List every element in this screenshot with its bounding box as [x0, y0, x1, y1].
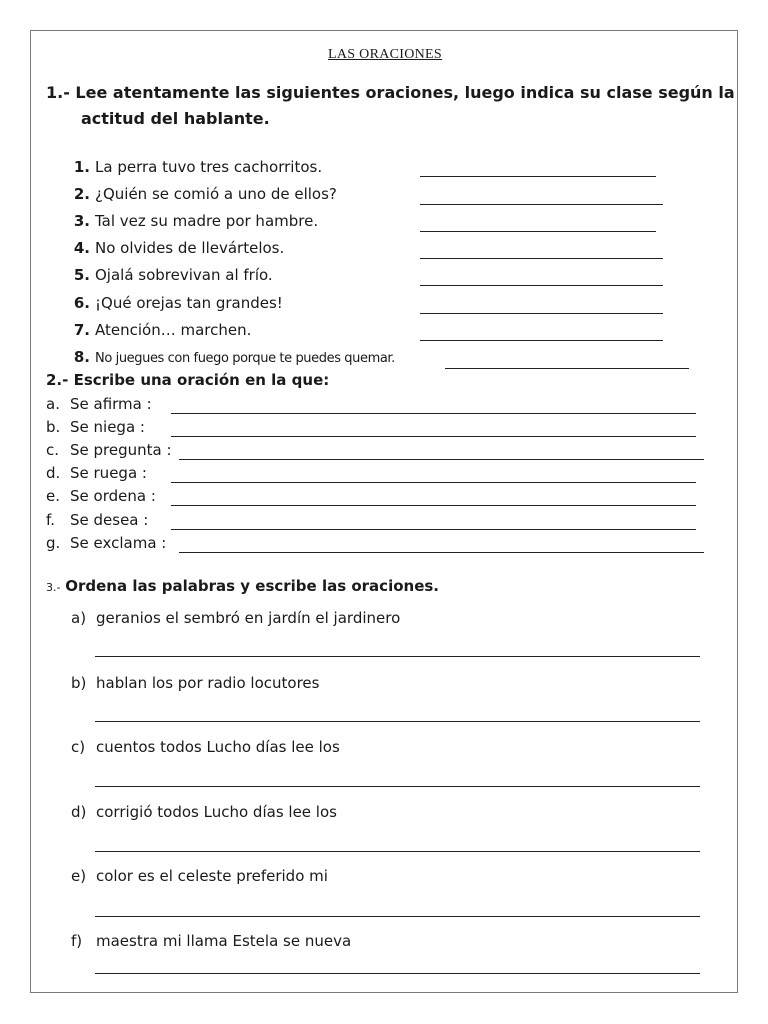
sentence-item: [66, 266, 273, 284]
item-letter: b): [71, 674, 87, 692]
item-number: 3.: [73, 212, 90, 230]
item-number: 5.: [73, 266, 90, 284]
answer-line[interactable]: [95, 786, 700, 787]
sentence-text: Ojalá sobrevivan al frío.: [95, 266, 273, 284]
answer-line[interactable]: [95, 973, 700, 974]
prompt-text: Se niega :: [70, 418, 145, 436]
sentence-text: Tal vez su madre por hambre.: [95, 212, 319, 230]
answer-blank[interactable]: [179, 458, 704, 460]
item-letter: f): [71, 932, 83, 950]
prompt-item: [46, 464, 147, 482]
section3-prefix: 3.-: [46, 581, 61, 594]
answer-blank[interactable]: [171, 504, 696, 506]
scrambled-item: [71, 674, 319, 692]
sentence-item: [66, 321, 251, 339]
answer-blank[interactable]: [420, 284, 663, 286]
item-number: 1.: [73, 158, 90, 176]
item-number: 4.: [73, 239, 90, 257]
item-letter: g.: [46, 534, 61, 552]
worksheet-title: LAS ORACIONES: [328, 47, 442, 62]
prompt-item: [46, 395, 152, 413]
answer-blank[interactable]: [171, 435, 696, 437]
answer-blank[interactable]: [420, 203, 663, 205]
sentence-item: [66, 294, 283, 312]
item-number: 6.: [73, 294, 90, 312]
answer-blank[interactable]: [420, 312, 663, 314]
item-letter: d): [71, 803, 87, 821]
answer-blank[interactable]: [420, 175, 656, 177]
answer-blank[interactable]: [420, 230, 656, 232]
scrambled-item: [71, 867, 328, 885]
answer-blank[interactable]: [171, 412, 696, 414]
sentence-text: ¿Quién se comió a uno de ellos?: [95, 185, 337, 203]
section3-heading: [46, 577, 439, 595]
item-letter: f.: [46, 511, 55, 529]
prompt-text: Se pregunta :: [70, 441, 172, 459]
sentence-item: [66, 158, 322, 176]
prompt-text: Se ordena :: [70, 487, 156, 505]
prompt-item: [46, 487, 156, 505]
prompt-item: [46, 418, 145, 436]
item-letter: e.: [46, 487, 60, 505]
answer-blank[interactable]: [445, 367, 689, 369]
item-letter: c): [71, 738, 86, 756]
item-letter: c.: [46, 441, 60, 459]
sentence-text: No olvides de llevártelos.: [95, 239, 285, 257]
scrambled-words: geranios el sembró en jardín el jardinero: [96, 609, 401, 627]
prompt-text: Se exclama :: [70, 534, 167, 552]
answer-blank[interactable]: [171, 481, 696, 483]
prompt-text: Se afirma :: [70, 395, 152, 413]
scrambled-words: maestra mi llama Estela se nueva: [96, 932, 352, 950]
prompt-item: [46, 534, 166, 552]
sentence-text: Atención… marchen.: [95, 321, 252, 339]
section3-title: Ordena las palabras y escribe las oraciones.: [65, 577, 439, 595]
scrambled-words: color es el celeste preferido mi: [96, 867, 328, 885]
answer-blank[interactable]: [171, 528, 696, 530]
item-letter: d.: [46, 464, 61, 482]
scrambled-item: [71, 738, 340, 756]
scrambled-words: cuentos todos Lucho días lee los: [96, 738, 340, 756]
prompt-text: Se desea :: [70, 511, 149, 529]
prompt-item: [46, 441, 172, 459]
answer-blank[interactable]: [420, 257, 663, 259]
item-letter: b.: [46, 418, 61, 436]
scrambled-item: [71, 932, 351, 950]
section1-heading-line2: actitud del hablante.: [81, 109, 270, 128]
scrambled-item: [71, 609, 400, 627]
section2-heading: 2.- Escribe una oración en la que:: [46, 371, 330, 389]
answer-blank[interactable]: [420, 339, 663, 341]
item-letter: a.: [46, 395, 60, 413]
sentence-item: [66, 348, 395, 366]
item-letter: a): [71, 609, 87, 627]
sentence-text: La perra tuvo tres cachorritos.: [95, 158, 323, 176]
sentence-item: [66, 212, 318, 230]
prompt-text: Se ruega :: [70, 464, 147, 482]
answer-blank[interactable]: [179, 551, 704, 553]
section1-heading-line1: 1.- Lee atentamente las siguientes oraciones, luego indica su clase según la: [46, 83, 735, 102]
answer-line[interactable]: [95, 721, 700, 722]
answer-line[interactable]: [95, 656, 700, 657]
sentence-text: ¡Qué orejas tan grandes!: [95, 294, 283, 312]
prompt-item: [46, 511, 148, 529]
scrambled-words: hablan los por radio locutores: [96, 674, 320, 692]
sentence-text: No juegues con fuego porque te puedes quemar.: [95, 351, 395, 366]
sentence-item: [66, 185, 337, 203]
answer-line[interactable]: [95, 851, 700, 852]
item-letter: e): [71, 867, 87, 885]
sentence-item: [66, 239, 284, 257]
scrambled-words: corrigió todos Lucho días lee los: [96, 803, 337, 821]
answer-line[interactable]: [95, 916, 700, 917]
item-number: 8.: [73, 348, 90, 366]
scrambled-item: [71, 803, 337, 821]
worksheet-page: [30, 30, 738, 993]
item-number: 7.: [73, 321, 90, 339]
item-number: 2.: [73, 185, 90, 203]
